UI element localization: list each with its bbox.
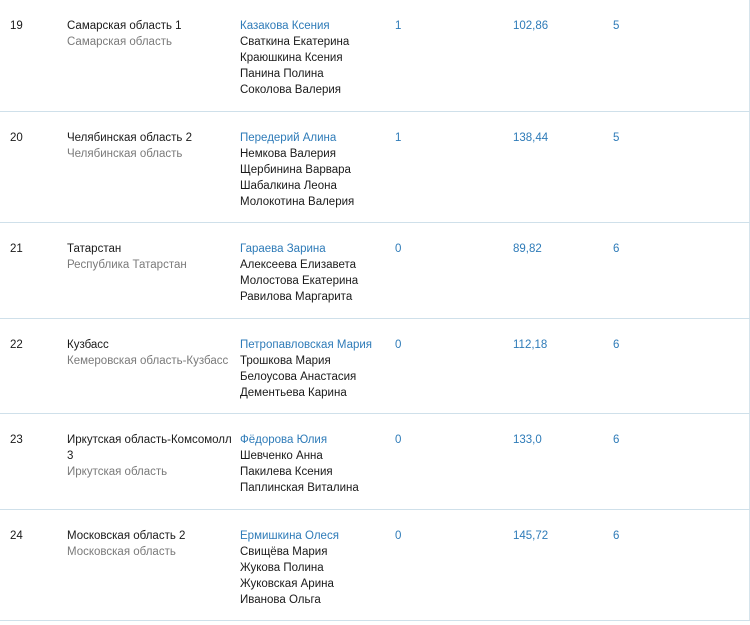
place-cell: 6 <box>613 530 620 542</box>
team-cell <box>67 18 232 50</box>
member-captain-link[interactable]: Передерий Алина <box>240 132 337 144</box>
member-name: Шевченко Анна <box>240 450 323 462</box>
members-cell <box>240 432 390 496</box>
member-name: Пакилева Ксения <box>240 466 333 478</box>
member-captain-link[interactable]: Ермишкина Олеся <box>240 530 339 542</box>
score-cell: 0 <box>395 243 402 255</box>
score-cell: 0 <box>395 434 402 446</box>
table-row <box>0 414 750 510</box>
member-name: Шабалкина Леона <box>240 180 337 192</box>
member-name: Алексеева Елизавета <box>240 259 357 271</box>
team-region: Кемеровская область-Кузбасс <box>67 355 229 367</box>
score-cell: 1 <box>395 132 402 144</box>
member-name: Молокотина Валерия <box>240 196 355 208</box>
member-name: Трошкова Мария <box>240 355 331 367</box>
member-captain-link[interactable]: Фёдорова Юлия <box>240 434 328 446</box>
team-cell <box>67 528 232 560</box>
team-region: Республика Татарстан <box>67 259 187 271</box>
table-row <box>0 0 750 112</box>
score-cell: 0 <box>395 530 402 542</box>
team-cell <box>67 337 232 369</box>
time-cell: 133,0 <box>513 434 542 446</box>
team-region: Самарская область <box>67 36 172 48</box>
team-region: Иркутская область <box>67 466 168 478</box>
member-name: Панина Полина <box>240 68 324 80</box>
member-name: Немкова Валерия <box>240 148 336 160</box>
members-cell <box>240 528 390 608</box>
team-cell <box>67 432 232 480</box>
team-name: Челябинская область 2 <box>67 132 193 144</box>
member-name: Жуковская Арина <box>240 578 334 590</box>
member-name: Белоусова Анастасия <box>240 371 357 383</box>
time-cell: 89,82 <box>513 243 542 255</box>
team-region: Челябинская область <box>67 148 183 160</box>
time-cell: 145,72 <box>513 530 549 542</box>
team-name: Иркутская область-Комсомолл 3 <box>67 434 232 462</box>
team-name: Татарстан <box>67 243 122 255</box>
team-region: Московская область <box>67 546 176 558</box>
member-name: Щербинина Варвара <box>240 164 351 176</box>
table-row <box>0 112 750 223</box>
team-name: Самарская область 1 <box>67 20 182 32</box>
member-name: Равилова Маргарита <box>240 291 353 303</box>
rank-cell: 24 <box>10 530 23 542</box>
rank-cell: 23 <box>10 434 23 446</box>
table-row <box>0 510 750 621</box>
table-row <box>0 319 750 414</box>
members-cell <box>240 241 390 305</box>
rank-cell: 19 <box>10 20 23 32</box>
place-cell: 6 <box>613 434 620 446</box>
score-cell: 0 <box>395 339 402 351</box>
member-name: Жукова Полина <box>240 562 324 574</box>
place-cell: 5 <box>613 132 620 144</box>
score-cell: 1 <box>395 20 402 32</box>
members-cell <box>240 130 390 210</box>
rank-cell: 22 <box>10 339 23 351</box>
table-row <box>0 223 750 319</box>
rank-cell: 21 <box>10 243 23 255</box>
members-cell <box>240 337 390 401</box>
place-cell: 6 <box>613 243 620 255</box>
time-cell: 102,86 <box>513 20 549 32</box>
team-name: Кузбасс <box>67 339 109 351</box>
team-cell <box>67 130 232 162</box>
member-name: Молостова Екатерина <box>240 275 359 287</box>
team-name: Московская область 2 <box>67 530 186 542</box>
member-name: Сваткина Екатерина <box>240 36 350 48</box>
place-cell: 5 <box>613 20 620 32</box>
member-name: Краюшкина Ксения <box>240 52 343 64</box>
member-name: Свищёва Мария <box>240 546 328 558</box>
place-cell: 6 <box>613 339 620 351</box>
member-name: Паплинская Виталина <box>240 482 359 494</box>
time-cell: 138,44 <box>513 132 549 144</box>
member-name: Соколова Валерия <box>240 84 342 96</box>
rank-cell: 20 <box>10 132 23 144</box>
member-captain-link[interactable]: Казакова Ксения <box>240 20 330 32</box>
member-captain-link[interactable]: Петропавловская Мария <box>240 339 373 351</box>
time-cell: 112,18 <box>513 339 548 351</box>
member-name: Иванова Ольга <box>240 594 321 606</box>
members-cell <box>240 18 390 98</box>
team-cell <box>67 241 232 273</box>
member-captain-link[interactable]: Гараева Зарина <box>240 243 326 255</box>
member-name: Дементьева Карина <box>240 387 347 399</box>
